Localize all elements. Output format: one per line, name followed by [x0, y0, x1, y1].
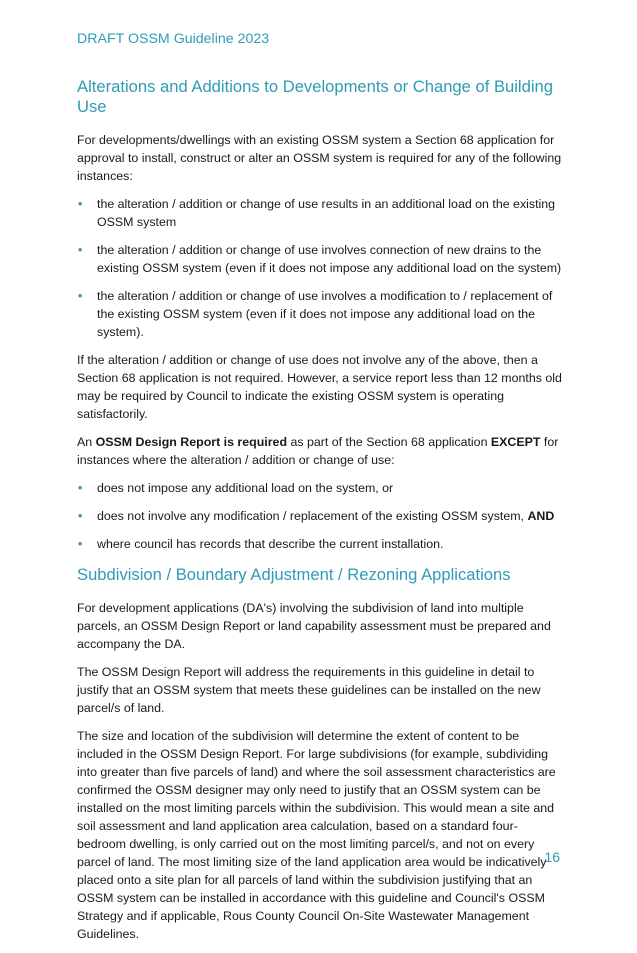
list-item-text: the alteration / addition or change of use involves a modification to / replacement of the existing OSSM system (even if it does not impose any additional load on the system).: [97, 289, 553, 339]
bullet-icon: •: [78, 243, 83, 257]
para-text: for instances where the alteration / addition or change of use:: [77, 435, 559, 467]
list-item: [77, 479, 563, 497]
bullet-icon: •: [78, 509, 83, 523]
section1-bullet-list: [77, 195, 563, 341]
section1-intro: For developments/dwellings with an existing OSSM system a Section 68 application for approval to install, construct or alter an OSSM system is required for any of the following instances:: [77, 133, 562, 183]
section2-para3: The size and location of the subdivision will determine the extent of content to be included in the OSSM Design Report. For large subdivisions (for example, subdividing into greater than five parcels of land) and where the soil assessment characteristics are confirmed the OSSM designer may only need to justify that an OSSM system can be installed on the most limiting parcels within the subdivision. This would mean a site and soil assessment and land application area calculation, based on a standard four-bedroom dwelling, is only carried out on the most limiting parcel/s, and not on every parcel of land. The most limiting size of the land application area would be indicatively placed onto a site plan for all parcels of land within the subdivision justifying that an OSSM system can be installed in accordance with this guideline and Council's OSSM Strategy and if applicable, Rous County Council On-Site Wastewater Management Guidelines.: [77, 729, 556, 941]
section1-para2: If the alteration / addition or change of use does not involve any of the above, then a Section 68 application is not required. However, a service report less than 12 months old may be required by Council to indicate the existing OSSM system is operating satisfactorily.: [77, 353, 562, 421]
list-item: [77, 195, 563, 231]
para-bold-text: OSSM Design Report is required: [95, 435, 288, 449]
list-item-text: the alteration / addition or change of use involves connection of new drains to the existing OSSM system (even if it does not impose any additional load on the system): [97, 243, 562, 275]
document-header: DRAFT OSSM Guideline 2023: [77, 31, 270, 47]
bullet-icon: •: [78, 197, 83, 211]
section-heading-alterations: Alterations and Additions to Developments or Change of Building Use: [77, 77, 553, 116]
section1-para3: [77, 433, 563, 469]
list-item-text: where council has records that describe the current installation.: [97, 537, 444, 551]
section-heading-subdivision: Subdivision / Boundary Adjustment / Rezoning Applications: [77, 565, 511, 584]
list-item: [77, 535, 563, 553]
page-number: 16: [544, 849, 560, 865]
para-text: An: [77, 435, 96, 449]
list-item-bold-text: AND: [527, 509, 555, 523]
list-item: [77, 287, 563, 341]
section2-para1: For development applications (DA's) involving the subdivision of land into multiple parcels, an OSSM Design Report or land capability assessment must be prepared and accompany the DA.: [77, 601, 551, 651]
list-item: [77, 241, 563, 277]
section2-para2: The OSSM Design Report will address the requirements in this guideline in detail to justify that an OSSM system that meets these guidelines can be installed on the new parcel/s of land.: [77, 665, 541, 715]
list-item: [77, 507, 563, 525]
list-item-text: does not involve any modification / replacement of the existing OSSM system,: [97, 509, 528, 523]
para-bold-text: EXCEPT: [490, 435, 541, 449]
section1-exception-list: [77, 479, 563, 553]
list-item-text: the alteration / addition or change of use results in an additional load on the existing OSSM system: [97, 197, 556, 229]
bullet-icon: •: [78, 289, 83, 303]
page-content: [77, 77, 563, 953]
bullet-icon: •: [78, 481, 83, 495]
list-item-text: does not impose any additional load on the system, or: [97, 481, 394, 495]
bullet-icon: •: [78, 537, 83, 551]
para-text: as part of the Section 68 application: [287, 435, 491, 449]
